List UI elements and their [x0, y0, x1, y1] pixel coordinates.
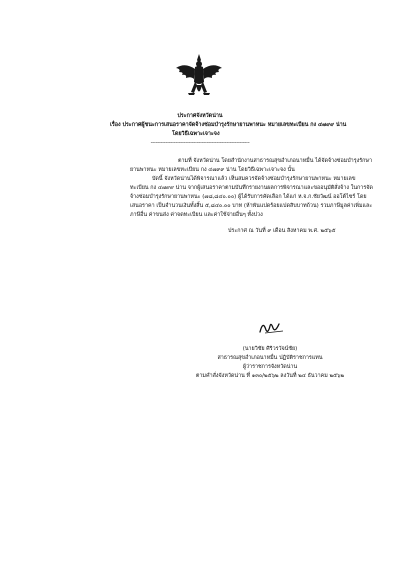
signatory-title-2: ผู้ว่าราชการจังหวัดน่าน — [242, 364, 298, 370]
paragraph-2-line-1: บัดนี้ จังหวัดน่านได้พิจารณาแล้ว เห็นสมควรจัดจ้างซ่อมบำรุงรักษายานพาหนะ หมายเลข — [152, 176, 356, 182]
handwritten-signature-icon — [257, 318, 287, 336]
paragraph-1-line-1: ตามที่ จังหวัดน่าน โดยสำนักงานสาธารณสุขอำเภอนาหมื่น ได้จัดจ้างซ่อมบำรุงรักษา — [178, 158, 372, 164]
garuda-emblem-icon — [173, 52, 225, 104]
paragraph-2-line-4: เสนอราคา เป็นจำนวนเงินทั้งสิ้น ๕,๘๔๐.๐๐ บาท (ห้าพันแปดร้อยแปดสิบบาทถ้วน) รวมภาษีมูลค่าเพิ่มและ — [130, 203, 373, 209]
document-title: ประกาศจังหวัดน่าน — [177, 113, 223, 119]
paragraph-1-line-2: ยานพาหนะ หมายเลขทะเบียน กง ๔๗๙๙ น่าน โดยวิธีเฉพาะเจาะจง นั้น — [130, 167, 295, 173]
signatory-title-1: สาธารณสุขอำเภอนาหมื่น ปฏิบัติราชการแทน — [217, 355, 323, 361]
divider-line: ------------------------------------------------------------ — [150, 140, 250, 146]
appointment-order: ตามคำสั่งจังหวัดน่าน ที่ ๑๓๐/๒๕๖๒ ลงวันที่ ๒๔ ธันวาคม ๒๕๖๒ — [195, 373, 345, 379]
paragraph-2-line-3: จ้างซ่อมบำรุงรักษายานพาหนะ (๗๘,๘๔๐.๐๐) ผู้ได้รับการคัดเลือก ได้แก่ ห.จ.ก.ชัยวัฒน์ ออโต้ไซร์ โดย — [130, 194, 367, 200]
subject-line-1: เรื่อง ประกาศผู้ชนะการเสนอราคาจัดจ้างซ่อมบำรุงรักษายานพาหนะ หมายเลขทะเบียน กง ๔๗๙๙ น่าน — [110, 122, 347, 128]
paragraph-2-line-2: ทะเบียน กง ๔๗๙๙ น่าน จากผู้เสนอราคาตามบันทึกรายงานผลการพิจารณาและขออนุมัติสั่งจ้าง ในการจัด — [130, 185, 373, 191]
subject-line-2: โดยวิธีเฉพาะเจาะจง — [172, 131, 220, 137]
signatory-name: (นายวิชัย ศิริวรวัจน์ชัย) — [242, 346, 298, 352]
paragraph-2-line-5: ภาษีอื่น ค่าขนส่ง ค่าจดทะเบียน และค่าใช้จ่ายอื่นๆ ทั้งปวง — [130, 212, 263, 218]
date-line: ประกาศ ณ วันที่ ๙ เดือน สิงหาคม พ.ศ. ๒๕๖๕ — [228, 228, 336, 234]
